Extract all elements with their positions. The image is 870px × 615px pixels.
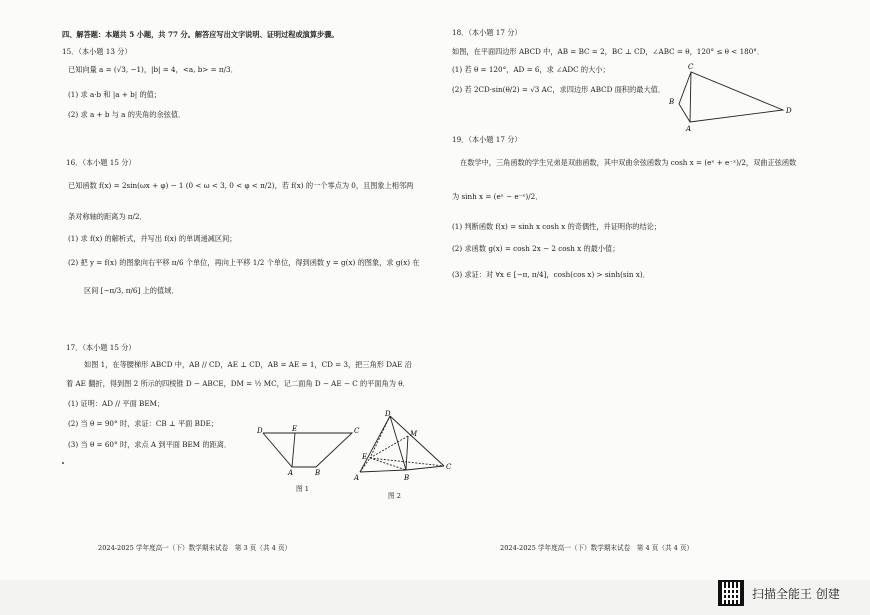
q18-part1: (1) 若 θ = 120°，AD = 6，求 ∠ADC 的大小； — [452, 65, 610, 74]
fig2-label-c: C — [446, 463, 452, 471]
figure-2-caption: 图 2 — [388, 492, 401, 500]
fig1-label-c: C — [354, 427, 360, 435]
q15-stem: 已知向量 a = (√3, −1)，|b| = 4，<a, b> = π/3． — [68, 65, 238, 74]
q18-title: 18．（本小题 17 分） — [452, 28, 522, 37]
figure-1-trapezoid — [255, 425, 368, 477]
fig2-label-m: M — [410, 430, 418, 438]
q19-part1: (1) 判断函数 f(x) = sinh x cosh x 的奇偶性，并证明你的结论； — [452, 222, 662, 231]
q17-part3: (3) 当 θ = 60° 时，求点 A 到平面 BEM 的距离． — [68, 440, 232, 449]
page-3-footer: 2024-2025 学年度高一（下）数学期末试卷 第 3 页（共 4 页） — [98, 544, 292, 552]
fig1-label-a: A — [288, 469, 294, 477]
q19-stem-1: 在数学中，三角函数的学生兄弟是双曲函数，其中双曲余弦函数为 cosh x = (eˣ + e⁻ˣ)/2，双曲正弦函数 — [460, 158, 797, 167]
q15-part1: (1) 求 a·b 和 |a + b| 的值； — [68, 90, 162, 99]
q18-part2: (2) 若 2CD·sin(θ/2) = √3 AC，求四边形 ABCD 面积的最大值． — [452, 85, 666, 94]
fig18-label-c: C — [688, 63, 694, 71]
q17-part1: (1) 证明：AD // 平面 BEM； — [68, 399, 165, 408]
fig1-label-d: D — [257, 427, 263, 435]
q16-title: 16．（本小题 15 分） — [66, 158, 136, 167]
q16-part1: (1) 求 f(x) 的解析式，并写出 f(x) 的单调递减区间； — [68, 234, 237, 243]
qr-code-icon — [718, 580, 744, 606]
q17-stem-2: 着 AE 翻折，得到图 2 所示的四棱锥 D − ABCE，DM = ½ MC，记二面角 D − AE − C 的平面角为 θ． — [66, 379, 410, 388]
fig2-label-a: A — [354, 474, 360, 482]
fig1-label-b: B — [315, 469, 321, 477]
fig2-label-b: B — [404, 474, 410, 482]
q18-stem: 如图，在平面四边形 ABCD 中，AB = BC = 2，BC ⊥ CD，∠ABC = θ，120° ≤ θ < 180°． — [452, 47, 765, 56]
page-3 — [0, 0, 452, 570]
fig18-label-a: A — [686, 125, 692, 133]
fig2-label-e: E — [362, 453, 368, 461]
scan-speck — [62, 462, 64, 464]
q16-stem-2: 条对称轴的距离为 π/2． — [68, 212, 147, 221]
watermark-text: 扫描全能王 创建 — [752, 586, 840, 601]
q19-title: 19．（本小题 17 分） — [452, 135, 522, 144]
page-4-footer: 2024-2025 学年度高一（下）数学期末试卷 第 4 页（共 4 页） — [500, 544, 694, 552]
q15-title: 15．（本小题 13 分） — [62, 47, 132, 56]
fig1-label-e: E — [292, 425, 298, 433]
q19-part2: (2) 求函数 g(x) = cosh 2x − 2 cosh x 的最小值； — [452, 244, 620, 253]
fig2-label-d: D — [385, 410, 391, 418]
fig18-label-d: D — [786, 107, 792, 115]
figure-1-caption: 图 1 — [296, 485, 309, 493]
q16-part2-interval: 区间 [−π/3, π/6] 上的值域． — [84, 286, 179, 295]
scanner-watermark — [718, 578, 840, 608]
section-header: 四、解答题：本题共 5 小题，共 77 分。解答应写出文字说明、证明过程或演算步骤。 — [62, 30, 339, 39]
q17-part2: (2) 当 θ = 90° 时，求证：CB ⊥ 平面 BDE； — [68, 419, 219, 428]
q16-stem-1: 已知函数 f(x) = 2sin(ωx + φ) − 1 (0 < ω < 3, 0 < φ < π/2)，若 f(x) 的一个零点为 0，且图象上相邻两 — [68, 181, 414, 190]
figure-18-quadrilateral — [665, 60, 795, 135]
q17-title: 17．（本小题 15 分） — [66, 343, 136, 352]
q19-part3: (3) 求证：对 ∀x ∈ [−π, π/4]，cosh(cos x) > sinh(sin x)． — [452, 270, 650, 279]
page-4 — [440, 0, 870, 570]
q15-part2: (2) 求 a + b 与 a 的夹角的余弦值． — [68, 110, 186, 119]
fig18-label-b: B — [669, 98, 675, 106]
q16-part2: (2) 把 y = f(x) 的图象向右平移 π/6 个单位，再向上平移 1/2 个单位，得到函数 y = g(x) 的图象，求 g(x) 在 — [68, 258, 420, 267]
q17-stem-1: 如图 1，在等腰梯形 ABCD 中，AB // CD，AE ⊥ CD，AB = AE = 1，CD = 3，把三角形 DAE 沿 — [84, 360, 412, 369]
q19-stem-2: 为 sinh x = (eˣ − e⁻ˣ)/2． — [452, 192, 543, 201]
